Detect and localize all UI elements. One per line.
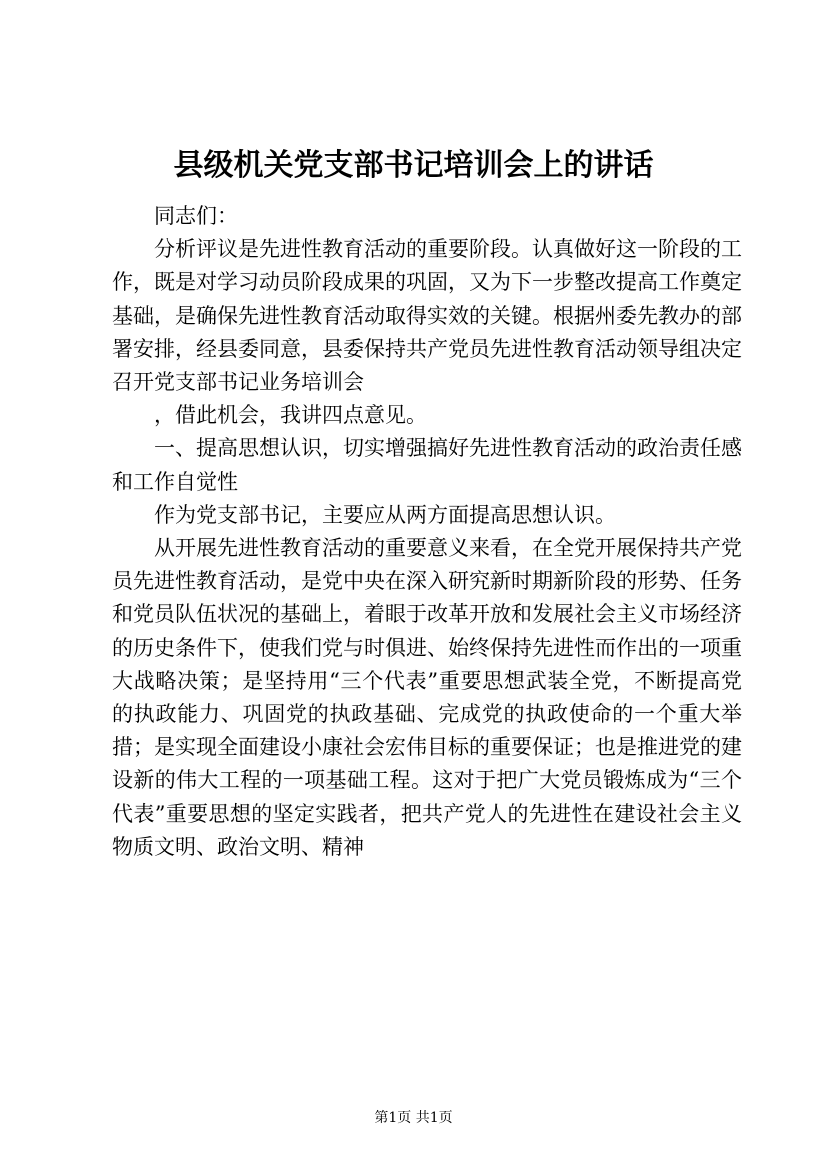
paragraph: 从开展先进性教育活动的重要意义来看，在全党开展保持共产党员先进性教育活动，是党中央在深入研究新时期新阶段的形势、任务和党员队伍状况的基础上，着眼于改革开放和发展社会主义市场经济的历史条件下，使我们党与时俱进、始终保持先进性而作出的一项重大战略决策；是坚持用“三个代表”重要思想武装全党，不断提高党的执政能力、巩固党的执政基础、完成党的执政使命的一个重大举措；是实现全面建设小康社会宏伟目标的重要保证；也是推进党的建设新的伟大工程的一项基础工程。这对于把广大党员锻炼成为“三个代表”重要思想的坚定实践者，把共产党人的先进性在建设社会主义物质文明、政治文明、精神 <box>112 536 742 859</box>
salutation: 同志们： <box>154 204 238 228</box>
paragraph: 作为党支部书记，主要应从两方面提高思想认识。 <box>154 502 616 527</box>
page-number-footer: 第1页 共1页 <box>374 1110 453 1126</box>
document-body <box>112 200 742 864</box>
paragraph: 分析评议是先进性教育活动的重要阶段。认真做好这一阶段的工作，既是对学习动员阶段成果的巩固，又为下一步整改提高工作奠定基础，是确保先进性教育活动取得实效的关键。根据州委先教办的部署安排，经县委同意，县委保持共产党员先进性教育活动领导组决定召开党支部书记业务培训会 <box>112 237 742 395</box>
document-title: 县级机关党支部书记培训会上的讲话 <box>173 148 654 183</box>
paragraph: ，借此机会，我讲四点意见。 <box>154 403 427 428</box>
section-heading: 一、提高思想认识，切实增强搞好先进性教育活动的政治责任感和工作自觉性 <box>112 436 742 494</box>
